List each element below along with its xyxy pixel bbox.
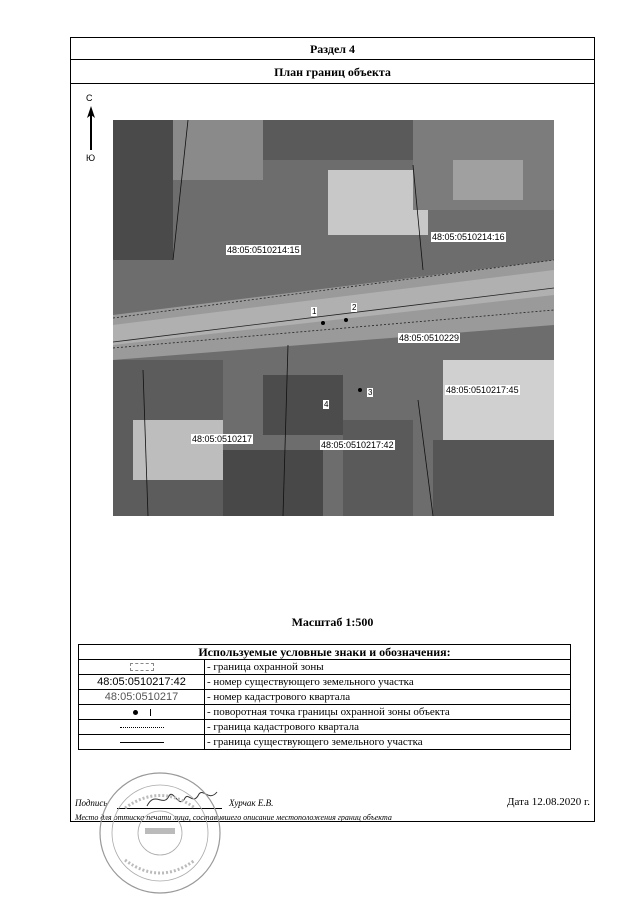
north-arrow bbox=[84, 93, 98, 165]
protection-zone-symbol-icon bbox=[130, 663, 154, 671]
legend-row bbox=[79, 735, 571, 750]
legend-row bbox=[79, 690, 571, 705]
quarter-boundary-symbol-icon bbox=[120, 727, 164, 728]
south-label: Ю bbox=[86, 153, 96, 163]
legend-symbol bbox=[79, 705, 205, 720]
legend-symbol bbox=[79, 735, 205, 750]
legend-text: - номер существующего земельного участка bbox=[205, 675, 571, 690]
legend-symbol bbox=[79, 660, 205, 675]
legend-table bbox=[78, 644, 571, 750]
legend-title: Используемые условные знаки и обозначения: bbox=[79, 645, 571, 660]
stamp-place-note: Место для оттиска печати лица, составившего описание местоположения границ объекта bbox=[75, 813, 392, 822]
document-date: Дата 12.08.2020 г. bbox=[507, 796, 590, 808]
map-scale: Масштаб 1:500 bbox=[291, 615, 374, 629]
aerial-photo bbox=[113, 120, 554, 516]
turning-point-marker bbox=[321, 321, 325, 325]
legend-text: - граница кадастрового квартала bbox=[205, 720, 571, 735]
point-tick-icon bbox=[150, 709, 151, 716]
parcel-label: 48:05:0510214:16 bbox=[432, 232, 505, 242]
parcel-label: 48:05:0510229 bbox=[399, 333, 460, 343]
legend-text: - граница существующего земельного участка bbox=[205, 735, 571, 750]
legend-text: - граница охранной зоны bbox=[205, 660, 571, 675]
legend-symbol bbox=[79, 720, 205, 735]
document-frame bbox=[70, 37, 595, 822]
section-heading: Раздел 4 bbox=[71, 38, 594, 60]
turning-point-label: 3 bbox=[368, 388, 373, 397]
legend-text: - номер кадастрового квартала bbox=[205, 690, 571, 705]
turning-point-label: 4 bbox=[324, 400, 329, 409]
parcel-boundary-symbol-icon bbox=[120, 742, 164, 743]
turning-point-symbol-icon bbox=[133, 710, 138, 715]
legend-row bbox=[79, 660, 571, 675]
turning-point-marker bbox=[358, 388, 362, 392]
parcel-label: 48:05:0510217:42 bbox=[321, 440, 394, 450]
legend-row bbox=[79, 675, 571, 690]
page-title: План границ объекта bbox=[71, 60, 594, 84]
north-label: С bbox=[86, 93, 93, 103]
boundary-map bbox=[113, 120, 554, 516]
legend-symbol: 48:05:0510217:42 bbox=[79, 675, 205, 690]
turning-point-marker bbox=[344, 318, 348, 322]
signature-label: Подпись bbox=[75, 798, 108, 808]
turning-point-label: 1 bbox=[312, 307, 317, 316]
turning-point-label: 2 bbox=[352, 303, 357, 312]
legend-symbol: 48:05:0510217 bbox=[79, 690, 205, 705]
parcel-label: 48:05:0510214:15 bbox=[227, 245, 300, 255]
signer-name: Хурчак Е.В. bbox=[229, 798, 274, 808]
legend-row bbox=[79, 720, 571, 735]
quarter-label: 48:05:0510217 bbox=[192, 434, 253, 444]
legend-text: - поворотная точка границы охранной зоны объекта bbox=[205, 705, 571, 720]
legend-row bbox=[79, 705, 571, 720]
seal-stamp-icon bbox=[95, 768, 225, 898]
parcel-label: 48:05:0510217:45 bbox=[446, 385, 519, 395]
compass-arrow-icon bbox=[84, 104, 98, 152]
